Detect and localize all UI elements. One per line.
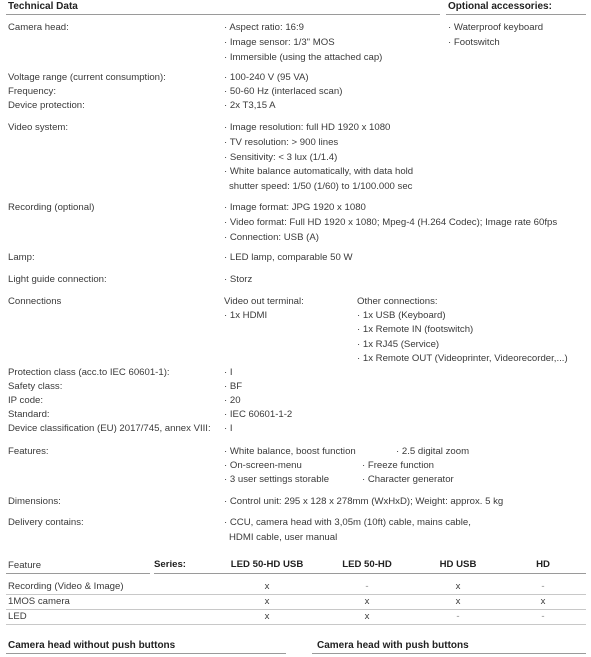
table-cell: -	[365, 581, 369, 592]
spec-value: shutter speed: 1/50 (1/60) to 1/100.000 sec	[229, 181, 413, 192]
spec-value: · 50-60 Hz (interlaced scan)	[224, 86, 343, 97]
page-title: Technical Data	[8, 1, 78, 12]
spec-value: · 1x Remote IN (footswitch)	[357, 324, 474, 335]
spec-value: · CCU, camera head with 3,05m (10ft) cable, mains cable,	[224, 517, 471, 528]
table-column-header: LED 50-HD	[342, 559, 392, 570]
spec-value: · IEC 60601-1-2	[224, 409, 293, 420]
spec-label-safety-class: Safety class:	[8, 381, 63, 392]
spec-value: · 1x RJ45 (Service)	[357, 339, 440, 350]
header-rule	[6, 14, 440, 15]
spec-value: · I	[224, 423, 233, 434]
footer-rule-right	[312, 653, 586, 654]
table-cell: -	[456, 611, 460, 622]
spec-label-frequency: Frequency:	[8, 86, 56, 97]
spec-value: · Sensitivity: < 3 lux (1/1.4)	[224, 152, 338, 163]
spec-label-light-guide: Light guide connection:	[8, 274, 107, 285]
spec-label-standard: Standard:	[8, 409, 50, 420]
spec-value: · Aspect ratio: 16:9	[224, 22, 305, 33]
footer-rule-left	[6, 653, 286, 654]
spec-label-protection-class: Protection class (acc.to IEC 60601-1):	[8, 367, 170, 378]
row-divider	[6, 624, 586, 625]
row-divider	[6, 609, 586, 610]
spec-value: · 20	[224, 395, 241, 406]
spec-value: · Immersible (using the attached cap)	[224, 52, 383, 63]
table-feature-header: Feature	[8, 560, 42, 571]
table-cell: x	[264, 581, 270, 592]
spec-label-ip-code: IP code:	[8, 395, 44, 406]
spec-value: HDMI cable, user manual	[229, 532, 338, 543]
spec-label-lamp: Lamp:	[8, 252, 35, 263]
spec-value: · Storz	[224, 274, 253, 285]
spec-value: · Control unit: 295 x 128 x 278mm (WxHxD); Weight: approx. 5 kg	[224, 496, 504, 507]
spec-value: · Image sensor: 1/3" MOS	[224, 37, 335, 48]
table-column-header: HD	[536, 559, 550, 570]
spec-value: · 1x USB (Keyboard)	[357, 310, 446, 321]
video-out-title: Video out terminal:	[224, 296, 304, 307]
table-cell: x	[455, 581, 461, 592]
spec-value: · Character generator	[362, 474, 454, 485]
spec-value: · 2x T3,15 A	[224, 100, 276, 111]
spec-label-features: Features:	[8, 446, 49, 457]
spec-value: · White balance, boost function	[224, 446, 356, 457]
spec-label-video-system: Video system:	[8, 122, 69, 133]
spec-label-delivery: Delivery contains:	[8, 517, 84, 528]
spec-label-dimensions: Dimensions:	[8, 496, 61, 507]
table-cell: x	[540, 596, 546, 607]
spec-value: · Video format: Full HD 1920 x 1080; Mpeg-4 (H.264 Codec); Image rate 60fps	[224, 217, 558, 228]
spec-value: · I	[224, 367, 233, 378]
table-cell: -	[541, 611, 545, 622]
table-rule	[6, 573, 150, 574]
table-column-header: LED 50-HD USB	[230, 559, 304, 570]
accessory-item: · Footswitch	[448, 37, 500, 48]
spec-value: · Connection: USB (A)	[224, 232, 319, 243]
table-column-header: HD USB	[439, 559, 477, 570]
accessories-title: Optional accessories:	[448, 1, 552, 12]
spec-label-device-classification: Device classification (EU) 2017/745, annex VIII:	[8, 423, 211, 434]
spec-value: · 1x HDMI	[224, 310, 268, 321]
other-connections-title: Other connections:	[357, 296, 438, 307]
table-row-label: LED	[8, 611, 27, 622]
spec-label-device-protection: Device protection:	[8, 100, 85, 111]
table-row-label: 1MOS camera	[8, 596, 70, 607]
footer-heading-right: Camera head with push buttons	[317, 640, 469, 651]
row-divider	[6, 594, 586, 595]
spec-value: · 2.5 digital zoom	[396, 446, 470, 457]
table-cell: x	[264, 596, 270, 607]
spec-value: · Freeze function	[362, 460, 435, 471]
spec-value: · LED lamp, comparable 50 W	[224, 252, 353, 263]
spec-value: · 1x Remote OUT (Videoprinter, Videorecorder,...)	[357, 353, 568, 364]
spec-value: · Image resolution: full HD 1920 x 1080	[224, 122, 391, 133]
table-cell: x	[364, 611, 370, 622]
table-cell: x	[264, 611, 270, 622]
table-cell: -	[541, 581, 545, 592]
spec-value: · On-screen-menu	[224, 460, 302, 471]
table-rule	[154, 573, 586, 574]
table-row-label: Recording (Video & Image)	[8, 581, 124, 592]
spec-value: · 3 user settings storable	[224, 474, 330, 485]
accessory-item: · Waterproof keyboard	[448, 22, 544, 33]
spec-label-camera-head: Camera head:	[8, 22, 69, 33]
spec-label-voltage: Voltage range (current consumption):	[8, 72, 166, 83]
spec-value: · White balance automatically, with data hold	[224, 166, 414, 177]
spec-label-recording: Recording (optional)	[8, 202, 95, 213]
spec-value: · Image format: JPG 1920 x 1080	[224, 202, 366, 213]
table-cell: x	[455, 596, 461, 607]
footer-heading-left: Camera head without push buttons	[8, 640, 176, 651]
accessories-rule	[446, 14, 586, 15]
table-cell: x	[364, 596, 370, 607]
spec-label-connections: Connections	[8, 296, 62, 307]
table-series-header: Series:	[154, 559, 186, 570]
spec-value: · 100-240 V (95 VA)	[224, 72, 309, 83]
spec-value: · TV resolution: > 900 lines	[224, 137, 339, 148]
spec-value: · BF	[224, 381, 243, 392]
